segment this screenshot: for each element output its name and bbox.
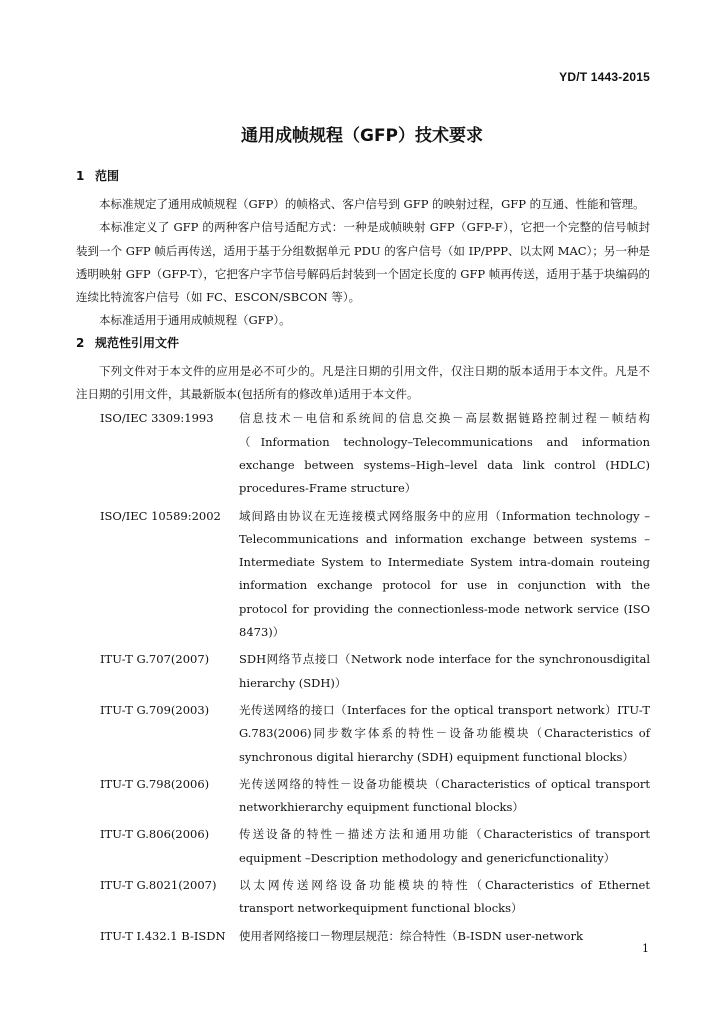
reference-item: [100, 407, 650, 500]
reference-code: ITU-T G.707(2007): [100, 652, 210, 667]
reference-code: ISO/IEC 3309:1993: [100, 411, 214, 426]
reference-description: 域间路由协议在无连接模式网络服务中的应用（Information technology – Telecommunications and information exchange between systems – Intermediate System to Intermediate System intra-domain routeing information exchange protocol for use in conjunction with the protocol for providing the connectionless-mode network service (ISO 8473)）: [239, 508, 650, 640]
paragraph: 本标准适用于通用成帧规程（GFP）。: [99, 313, 291, 328]
document-code: YD/T 1443-2015: [559, 70, 650, 84]
reference-description: 使用者网络接口－物理层规范：综合特性（B-ISDN user-network: [239, 928, 583, 943]
reference-description: 传送设备的特性－描述方法和通用功能（Characteristics of transport equipment –Description methodology and genericfunctionality）: [239, 827, 650, 865]
reference-description: SDH网络节点接口（Network node interface for the synchronousdigital hierarchy (SDH)）: [239, 652, 650, 690]
section-number: 2: [76, 335, 85, 350]
reference-description: 以太网传送网络设备功能模块的特性（Characteristics of Ethernet transport networkequipment functional blocks）: [239, 878, 650, 916]
reference-list: [76, 407, 650, 948]
reference-item: [100, 823, 650, 870]
reference-code: ITU-T G.798(2006): [100, 776, 210, 791]
reference-code: ITU-T I.432.1 B-ISDN: [100, 928, 226, 943]
reference-description: 光传送网络的接口（Interfaces for the optical transport network）ITU-T G.783(2006)同步数字体系的特性－设备功能模块（Characteristics of synchronous digital hierarchy (SDH) equipment functional blocks）: [239, 702, 650, 764]
reference-item: [100, 773, 650, 820]
reference-item: [100, 699, 650, 769]
section-title: 规范性引用文件: [95, 335, 180, 350]
paragraph: 本标准规定了通用成帧规程（GFP）的帧格式、客户信号到 GFP 的映射过程，GFP 的互通、性能和管理。: [99, 197, 645, 211]
section-title: 范围: [95, 169, 120, 183]
reference-code: ISO/IEC 10589:2002: [100, 508, 221, 523]
reference-item: [100, 648, 650, 695]
reference-description: 光传送网络的特性－设备功能模块（Characteristics of optical transport networkhierarchy equipment functional blocks）: [239, 776, 650, 815]
reference-code: ITU-T G.806(2006): [100, 827, 210, 842]
section-heading-scope: [76, 166, 650, 186]
reference-item: [100, 874, 650, 921]
section-heading-normative-references: [76, 333, 650, 353]
reference-item: [100, 505, 650, 645]
document-title: 通用成帧规程（GFP）技术要求: [240, 126, 484, 146]
paragraph: 本标准定义了 GFP 的两种客户信号适配方式：一种是成帧映射 GFP（GFP-F），它把一个完整的信号帧封装到一个 GFP 帧后再传送，适用于基于分组数据单元 PDU 的客户信号（如 IP/PPP、以太网 MAC）；另一种是透明映射 GFP（GFP-T），它把客户字节信号解码后封装到一个固定长度的 GFP 帧再传送，适用于基于块编码的连续比特流客户信号（如 FC、ESCON/SBCON 等）。: [76, 220, 650, 305]
reference-code: ITU-T G.709(2003): [100, 702, 210, 717]
reference-code: ITU-T G.8021(2007): [100, 878, 217, 893]
section-number: 1: [76, 169, 85, 183]
reference-item: [100, 925, 650, 948]
reference-description: 信息技术－电信和系统间的信息交换－高层数据链路控制过程－帧结构（Information technology–Telecommunications and information exchange between systems–High–level data link control (HDLC) procedures-Frame structure）: [239, 411, 650, 496]
document-body: [76, 166, 650, 948]
paragraph: 下列文件对于本文件的应用是必不可少的。凡是注日期的引用文件，仅注日期的版本适用于本文件。凡是不注日期的引用文件，其最新版本(包括所有的修改单)适用于本文件。: [76, 363, 650, 402]
page-number: 1: [642, 942, 649, 955]
